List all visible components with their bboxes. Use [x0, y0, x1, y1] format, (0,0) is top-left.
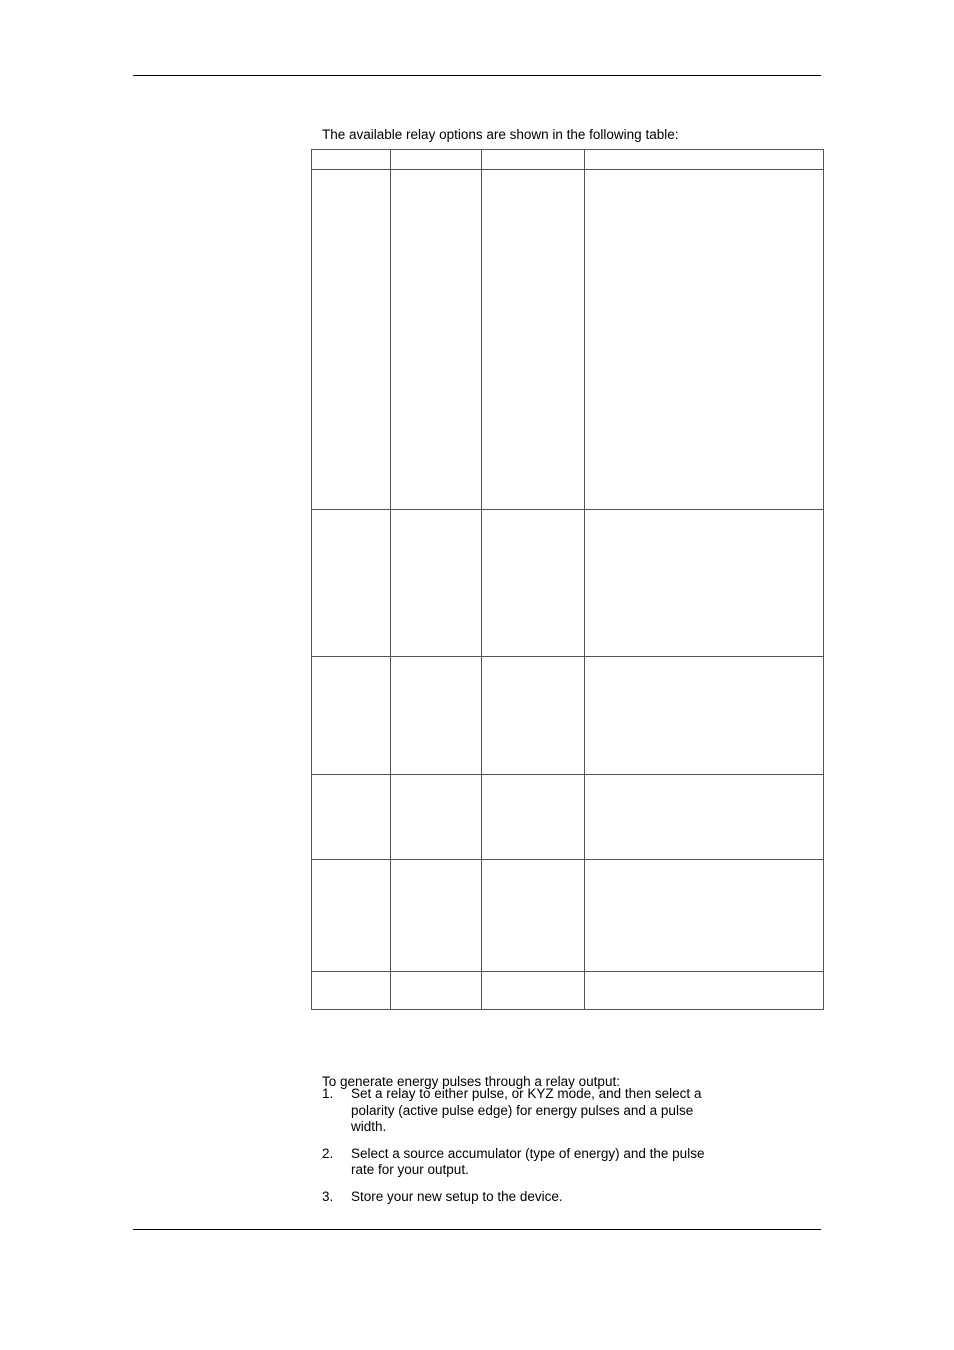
table-header-cell: [585, 150, 824, 170]
table-cell: [391, 775, 482, 860]
header-rule: [133, 75, 821, 76]
relay-options-table: [311, 149, 824, 1010]
table-cell: [585, 775, 824, 860]
footer-rule: [133, 1229, 821, 1230]
table-cell: [312, 860, 391, 972]
table-cell: [391, 972, 482, 1010]
table-cell: [585, 170, 824, 510]
table-cell: [585, 972, 824, 1010]
table-header-cell: [312, 150, 391, 170]
step-number: 2.: [322, 1145, 334, 1161]
pulse-steps-list: [322, 1086, 722, 1215]
table-header-cell: [391, 150, 482, 170]
table-cell: [391, 860, 482, 972]
step-text: Set a relay to either pulse, or KYZ mode, and then select a polarity (active pulse edge) for energy pulses and a pulse width.: [351, 1086, 702, 1134]
table-header-row: [312, 150, 824, 170]
table-row: [312, 510, 824, 657]
table-cell: [482, 510, 585, 657]
table-cell: [482, 657, 585, 775]
table-cell: [312, 972, 391, 1010]
table-cell: [391, 510, 482, 657]
table-cell: [482, 972, 585, 1010]
table-cell: [391, 170, 482, 510]
table-cell: [312, 657, 391, 775]
table-cell: [585, 510, 824, 657]
table-row: [312, 657, 824, 775]
step-text: Select a source accumulator (type of energy) and the pulse rate for your output.: [351, 1145, 705, 1177]
table-row: [312, 860, 824, 972]
intro-text: The available relay options are shown in the following table:: [322, 126, 679, 142]
table-cell: [482, 860, 585, 972]
table-row: [312, 170, 824, 510]
table-cell: [482, 170, 585, 510]
table-cell: [391, 657, 482, 775]
table-header-cell: [482, 150, 585, 170]
table-row: [312, 775, 824, 860]
table-cell: [585, 860, 824, 972]
step-number: 1.: [322, 1086, 334, 1101]
step-text: Store your new setup to the device.: [351, 1188, 563, 1204]
table-cell: [482, 775, 585, 860]
table-cell: [312, 510, 391, 657]
list-item: [322, 1146, 722, 1179]
table-cell: [312, 170, 391, 510]
pulses-lead-text: To generate energy pulses through a relay output:: [322, 1073, 620, 1089]
table-cell: [585, 657, 824, 775]
table-row: [312, 972, 824, 1010]
list-item: [322, 1086, 722, 1136]
table-cell: [312, 775, 391, 860]
list-item: [322, 1189, 722, 1206]
step-number: 3.: [322, 1188, 334, 1204]
